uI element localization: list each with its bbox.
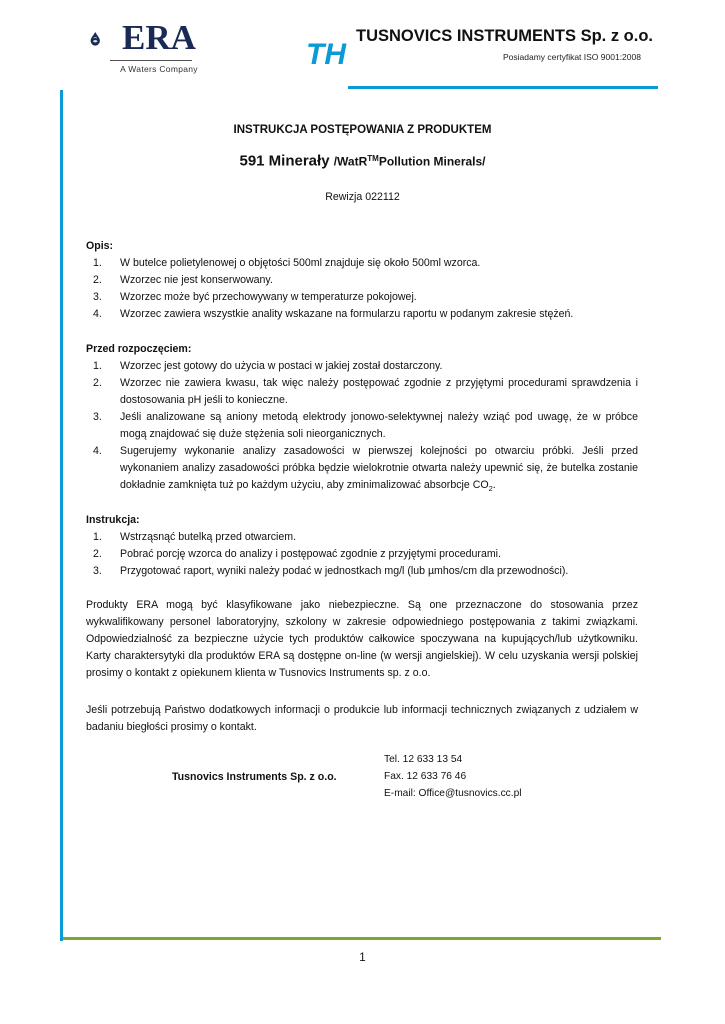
contact-fax: Fax. 12 633 76 46: [384, 771, 467, 782]
list-text: Pobrać porcję wzorca do analizy i postępować zgodnie z przyjętymi procedurami.: [120, 548, 501, 560]
contact-block: [384, 751, 522, 802]
list-number: 2.: [93, 377, 102, 389]
list-text: Jeśli analizowane są aniony metodą elektrody jonowo-selektywnej należy wziąć pod uwagę, że w próbce mogą znajdować się duże stężenia soli nieorganicznych.: [120, 411, 638, 440]
era-logo: [90, 20, 124, 60]
product-suffix: Pollution Minerals/: [378, 154, 486, 169]
list-number: 4.: [93, 445, 102, 457]
section-title: Przed rozpoczęciem:: [86, 343, 192, 355]
era-logo-rule: [110, 60, 192, 61]
list-number: 1.: [93, 257, 102, 269]
list-text: Przygotować raport, wyniki należy podać w jednostkach mg/l (lub µmhos/cm dla przewodności).: [120, 565, 569, 577]
list-text: Wstrząsnąć butelką przed otwarciem.: [120, 531, 297, 543]
iso-certificate: Posiadamy certyfikat ISO 9001:2008: [503, 52, 641, 62]
contact-tel: Tel. 12 633 13 54: [384, 754, 463, 765]
list-text: Wzorzec może być przechowywany w temperaturze pokojowej.: [120, 291, 417, 303]
era-logo-text: ERA: [122, 18, 196, 57]
list-text: Wzorzec zawiera wszystkie anality wskazane na formularzu raportu w podanym zakresie stężeń.: [120, 308, 574, 320]
section-instrukcja: [86, 512, 638, 580]
list-item: [86, 255, 634, 272]
list-number: 3.: [93, 565, 102, 577]
product-title: [0, 150, 725, 172]
instrukcja-list: [86, 529, 638, 580]
list-text: W butelce polietylenowej o objętości 500ml znajduje się około 500ml wzorca.: [120, 257, 481, 269]
section-title: Instrukcja:: [86, 514, 140, 526]
list-item: [86, 358, 638, 375]
frame-bottom-line: [63, 937, 661, 940]
list-number: 2.: [93, 274, 102, 286]
drop-icon: [91, 32, 100, 46]
list-number: 3.: [93, 291, 102, 303]
frame-top-line: [348, 86, 658, 89]
subscript: 2: [488, 484, 493, 494]
frame-left-line: [60, 90, 63, 941]
list-item: [86, 563, 638, 580]
list-item: [86, 306, 634, 323]
section-przed-rozpoczeciem: [86, 341, 638, 497]
th-logo-t: TH: [306, 38, 346, 68]
list-number: 1.: [93, 531, 102, 543]
list-item: [86, 375, 638, 409]
list-text: Sugerujemy wykonanie analizy zasadowości w pierwszej kolejności po otwarciu próbki. Jeśli przed wykonaniem analizy zasadowości próbka będzie wielokrotnie otwarta należy upewnić się, że butelka zostanie dokładnie zamknięta tuż po każdym użyciu, aby zminimalizować absorbcje CO: [120, 445, 638, 491]
product-prefix: /WatR: [333, 154, 368, 169]
przed-list: [86, 358, 638, 497]
page-number: 1: [359, 952, 366, 964]
th-logo-mark: [306, 26, 360, 68]
opis-list: [86, 255, 634, 323]
list-item: [86, 529, 638, 546]
revision: Rewizja 022112: [325, 191, 400, 203]
list-item: [86, 443, 638, 497]
list-number: 4.: [93, 308, 102, 320]
document-title: INSTRUKCJA POSTĘPOWANIA Z PRODUKTEM: [233, 124, 492, 136]
list-number: 1.: [93, 360, 102, 372]
list-item: [86, 546, 638, 563]
list-number: 2.: [93, 548, 102, 560]
era-logo-subtitle: A Waters Company: [120, 64, 198, 74]
trademark: TM: [367, 154, 379, 163]
list-item: [86, 289, 634, 306]
list-text: Wzorzec nie jest konserwowany.: [120, 274, 273, 286]
signature-company: Tusnovics Instruments Sp. z o.o.: [172, 771, 337, 783]
contact-paragraph: Jeśli potrzebują Państwo dodatkowych informacji o produkcie lub informacji technicznych związanych z udziałem w badaniu biegłości prosimy o kontakt.: [86, 704, 638, 733]
list-item: [86, 409, 638, 443]
contact-email[interactable]: E-mail: Office@tusnovics.cc.pl: [384, 788, 522, 799]
company-name: TUSNOVICS INSTRUMENTS Sp. z o.o.: [356, 27, 654, 45]
hazard-paragraph: Produkty ERA mogą być klasyfikowane jako niebezpieczne. Są one przeznaczone do stosowania przez wykwalifikowany personel laboratoryjny, szkolony w zakresie odpowiedniego postępowania z takimi związkami. Odpowiedzialność za bezpieczne użycie tych produktów całkowice spoczywana na kupujących/lub użytkowniku. Karty charaktersytyki dla produktów ERA są dostępne on-line (w wersji angielskiej). W celu uzyskania wersji polskiej prosimy o kontakt z opiekunem klienta w Tusnovics Instruments sp. z o.o.: [86, 599, 638, 679]
section-title: Opis:: [86, 240, 114, 252]
product-number: 591 Minerały: [239, 152, 334, 170]
list-text: Wzorzec nie zawiera kwasu, tak więc należy postępować zgodnie z przyjętymi procedurami sprawdzenia i dostosowania pH jeśli to konieczne.: [120, 377, 638, 406]
list-text: Wzorzec jest gotowy do użycia w postaci w jakiej został dostarczony.: [120, 360, 443, 372]
list-text-tail: .: [492, 479, 496, 491]
section-opis: [86, 238, 634, 323]
list-number: 3.: [93, 411, 102, 423]
list-item: [86, 272, 634, 289]
